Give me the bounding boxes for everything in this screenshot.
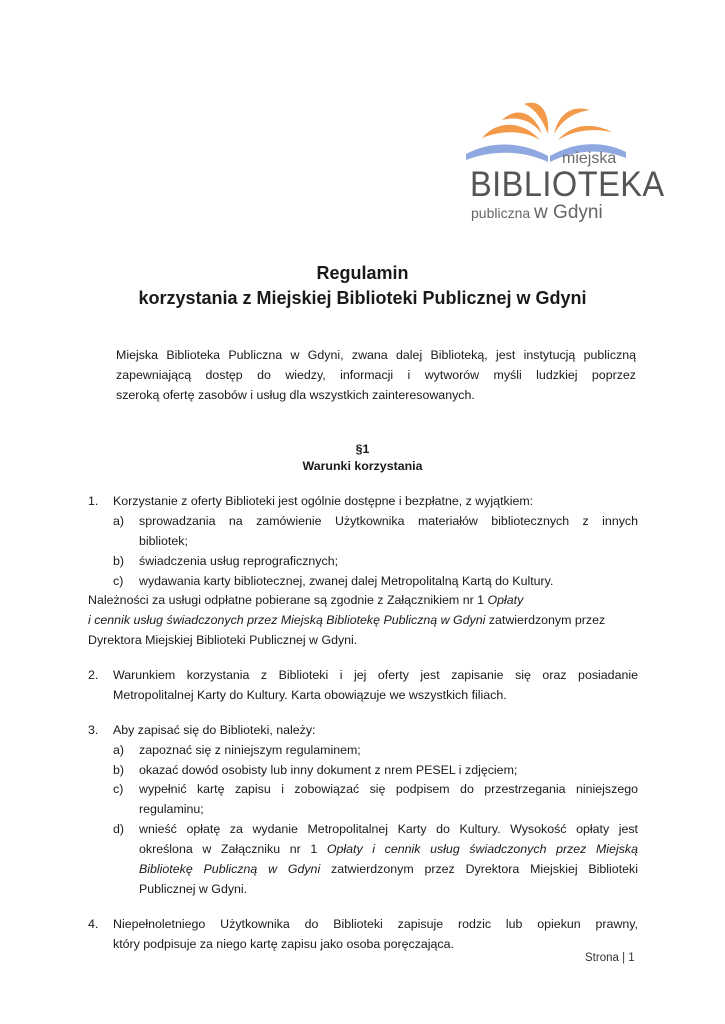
document-title: Regulamin (316, 263, 409, 283)
subitem-label: b) (113, 763, 125, 777)
item-number: 4. (88, 917, 99, 931)
item-text: Metropolitalnej Karty do Kultury. Karta obowiązuje we wszystkich filiach. (113, 688, 507, 702)
subitem-label: d) (113, 822, 125, 836)
library-logo (462, 98, 665, 228)
fee-note-line-2: i cennik usług świadczonych przez Miejską Bibliotekę Publiczną w Gdyni zatwierdzonym przez (88, 613, 606, 627)
logo-publiczna: publiczna w Gdyni (471, 202, 603, 223)
logo-biblioteka: BIBLIOTEKA (470, 165, 665, 204)
subitem-text: określona w Załączniku nr 1 Opłaty i cennik usług świadczonych przez Miejską (139, 842, 638, 856)
item-number: 1. (88, 494, 99, 508)
item-text: który podpisuje za niego kartę zapisu jako osoba poręczająca. (113, 937, 454, 951)
subitem-label: c) (113, 782, 124, 796)
intro-line-2: zapewniającą dostęp do wiedzy, informacji i wytworów myśli ludzkiej poprzez (116, 368, 636, 382)
document-subtitle: korzystania z Miejskiej Biblioteki Publicznej w Gdyni (138, 288, 587, 308)
footer-label: Strona (585, 952, 619, 964)
item-text: Niepełnoletniego Użytkownika do Biblioteki zapisuje rodzic lub opiekun prawny, (113, 917, 638, 931)
item-number: 3. (88, 723, 99, 737)
subitem-text: sprowadzania na zamówienie Użytkownika materiałów bibliotecznych z innych (139, 514, 638, 528)
subitem-text: Bibliotekę Publiczną w Gdyni zatwierdzonym przez Dyrektora Miejskiej Biblioteki (139, 862, 638, 876)
intro-paragraph (116, 345, 636, 405)
footer-separator: | (622, 952, 626, 964)
subitem-text: wypełnić kartę zapisu i zobowiązać się podpisem do przestrzegania niniejszego (139, 782, 638, 796)
item-text: Korzystanie z oferty Biblioteki jest ogólnie dostępne i bezpłatne, z wyjątkiem: (113, 494, 534, 508)
subitem-label: b) (113, 554, 125, 568)
intro-line-3: szeroką ofertę zasobów i usług dla wszystkich zainteresowanych. (116, 388, 475, 402)
subitem-text: wnieść opłatę za wydanie Metropolitalnej Karty do Kultury. Wysokość opłaty jest (139, 822, 638, 836)
page-number: 1 (628, 952, 635, 964)
item-number: 2. (88, 668, 99, 682)
subitem-label: a) (113, 514, 125, 528)
subitem-text: zapoznać się z niniejszym regulaminem; (139, 743, 361, 757)
section-heading: Warunki korzystania (302, 459, 423, 473)
subitem-text: regulaminu; (139, 802, 204, 816)
subitem-text: Publicznej w Gdyni. (139, 882, 248, 896)
subitem-text: wydawania karty bibliotecznej, zwanej dalej Metropolitalną Kartą do Kultury. (139, 574, 554, 588)
logo-miejska: miejska (562, 150, 617, 167)
fee-note-line-1: Należności za usługi odpłatne pobierane są zgodnie z Załącznikiem nr 1 Opłaty (88, 593, 524, 607)
intro-line-1: Miejska Biblioteka Publiczna w Gdyni, zwana dalej Biblioteką, jest instytucją publiczną (116, 348, 636, 362)
fee-note-line-3: Dyrektora Miejskiej Biblioteki Publicznej w Gdyni. (88, 633, 358, 647)
subitem-text: świadczenia usług reprograficznych; (139, 554, 339, 568)
subitem-text: bibliotek; (139, 534, 188, 548)
item-text: Aby zapisać się do Biblioteki, należy: (113, 723, 316, 737)
item-text: Warunkiem korzystania z Biblioteki i jej oferty jest zapisanie się oraz posiadanie (113, 668, 638, 682)
subitem-label: a) (113, 743, 125, 757)
page-footer (585, 952, 635, 964)
subitem-label: c) (113, 574, 124, 588)
section-number: §1 (355, 442, 370, 456)
subitem-text: okazać dowód osobisty lub inny dokument z nrem PESEL i zdjęciem; (139, 763, 518, 777)
